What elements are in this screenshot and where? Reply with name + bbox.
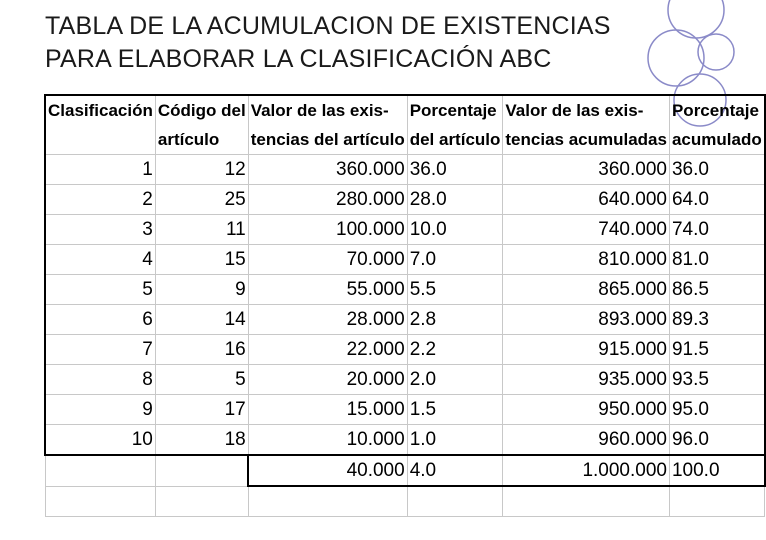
table-cell: 17: [155, 395, 248, 425]
table-cell: 89.3: [669, 305, 764, 335]
header-row: [45, 125, 765, 155]
table-cell: 2.2: [407, 335, 503, 365]
empty-cell: [155, 486, 248, 517]
table-cell: 740.000: [503, 215, 670, 245]
table-cell: 91.5: [669, 335, 764, 365]
title-line-2: PARA ELABORAR LA CLASIFICACIÓN ABC: [45, 45, 552, 73]
table-cell: 7.0: [407, 245, 503, 275]
table-cell: 5: [155, 365, 248, 395]
table-cell: 1.5: [407, 395, 503, 425]
table-cell: 100.000: [248, 215, 407, 245]
header-cell: Valor de las exis-: [248, 95, 407, 125]
totals-cell: 1.000.000: [503, 455, 670, 486]
table-row: [45, 215, 765, 245]
header-cell: Código del: [155, 95, 248, 125]
table-row: [45, 395, 765, 425]
header-row: [45, 95, 765, 125]
totals-cell: 4.0: [407, 455, 503, 486]
table-row: [45, 305, 765, 335]
totals-cell: [155, 455, 248, 486]
table-cell: 81.0: [669, 245, 764, 275]
table-cell: 28.000: [248, 305, 407, 335]
slide-title: [45, 10, 611, 76]
table-cell: 1: [45, 155, 155, 185]
table-cell: 915.000: [503, 335, 670, 365]
header-cell: Clasificación: [45, 95, 155, 125]
table-cell: 18: [155, 425, 248, 456]
table-cell: 893.000: [503, 305, 670, 335]
table-cell: 9: [155, 275, 248, 305]
table-cell: 12: [155, 155, 248, 185]
table-cell: 36.0: [407, 155, 503, 185]
header-cell: Valor de las exis-: [503, 95, 670, 125]
table-cell: 8: [45, 365, 155, 395]
abc-table: [44, 94, 766, 517]
table-cell: 16: [155, 335, 248, 365]
table-cell: 2: [45, 185, 155, 215]
header-cell: Porcentaje: [407, 95, 503, 125]
table-row: [45, 425, 765, 456]
empty-cell: [248, 486, 407, 517]
table-cell: 55.000: [248, 275, 407, 305]
totals-cell: 40.000: [248, 455, 407, 486]
empty-cell: [407, 486, 503, 517]
empty-cell: [503, 486, 670, 517]
table-cell: 70.000: [248, 245, 407, 275]
header-cell: artículo: [155, 125, 248, 155]
totals-row: [45, 455, 765, 486]
table-cell: 935.000: [503, 365, 670, 395]
table-row: [45, 335, 765, 365]
table-cell: 15.000: [248, 395, 407, 425]
table-cell: 28.0: [407, 185, 503, 215]
table-cell: 10.000: [248, 425, 407, 456]
table-cell: 15: [155, 245, 248, 275]
table-cell: 280.000: [248, 185, 407, 215]
table-cell: 2.8: [407, 305, 503, 335]
header-cell: tencias acumuladas: [503, 125, 670, 155]
table-cell: 74.0: [669, 215, 764, 245]
totals-cell: [45, 455, 155, 486]
title-line-1: TABLA DE LA ACUMULACION DE EXISTENCIAS: [45, 12, 611, 40]
header-cell: acumulado: [669, 125, 764, 155]
decorative-circle: [648, 30, 704, 86]
table-cell: 86.5: [669, 275, 764, 305]
table-row: [45, 185, 765, 215]
empty-cell: [45, 486, 155, 517]
table-row: [45, 365, 765, 395]
table-cell: 3: [45, 215, 155, 245]
table-cell: 950.000: [503, 395, 670, 425]
header-cell: Porcentaje: [669, 95, 764, 125]
table-cell: 810.000: [503, 245, 670, 275]
table-cell: 14: [155, 305, 248, 335]
table-cell: 640.000: [503, 185, 670, 215]
table-row: [45, 275, 765, 305]
table-cell: 20.000: [248, 365, 407, 395]
table-cell: 360.000: [503, 155, 670, 185]
table-cell: 5: [45, 275, 155, 305]
table-cell: 7: [45, 335, 155, 365]
table-cell: 11: [155, 215, 248, 245]
totals-cell: 100.0: [669, 455, 764, 486]
header-cell: del artículo: [407, 125, 503, 155]
table-row: [45, 155, 765, 185]
empty-cell: [669, 486, 764, 517]
table-cell: 960.000: [503, 425, 670, 456]
table-cell: 5.5: [407, 275, 503, 305]
table-cell: 96.0: [669, 425, 764, 456]
table-cell: 10.0: [407, 215, 503, 245]
table-cell: 1.0: [407, 425, 503, 456]
table-cell: 93.5: [669, 365, 764, 395]
table-cell: 4: [45, 245, 155, 275]
table-cell: 360.000: [248, 155, 407, 185]
decorative-circle: [698, 34, 734, 70]
table-cell: 95.0: [669, 395, 764, 425]
table-cell: 2.0: [407, 365, 503, 395]
header-cell: [45, 125, 155, 155]
table-cell: 9: [45, 395, 155, 425]
table-cell: 36.0: [669, 155, 764, 185]
empty-row: [45, 486, 765, 517]
decorative-circle: [668, 0, 724, 38]
table-cell: 64.0: [669, 185, 764, 215]
header-cell: tencias del artículo: [248, 125, 407, 155]
table-cell: 25: [155, 185, 248, 215]
table-cell: 865.000: [503, 275, 670, 305]
table-cell: 10: [45, 425, 155, 456]
table-cell: 6: [45, 305, 155, 335]
table-cell: 22.000: [248, 335, 407, 365]
table-row: [45, 245, 765, 275]
